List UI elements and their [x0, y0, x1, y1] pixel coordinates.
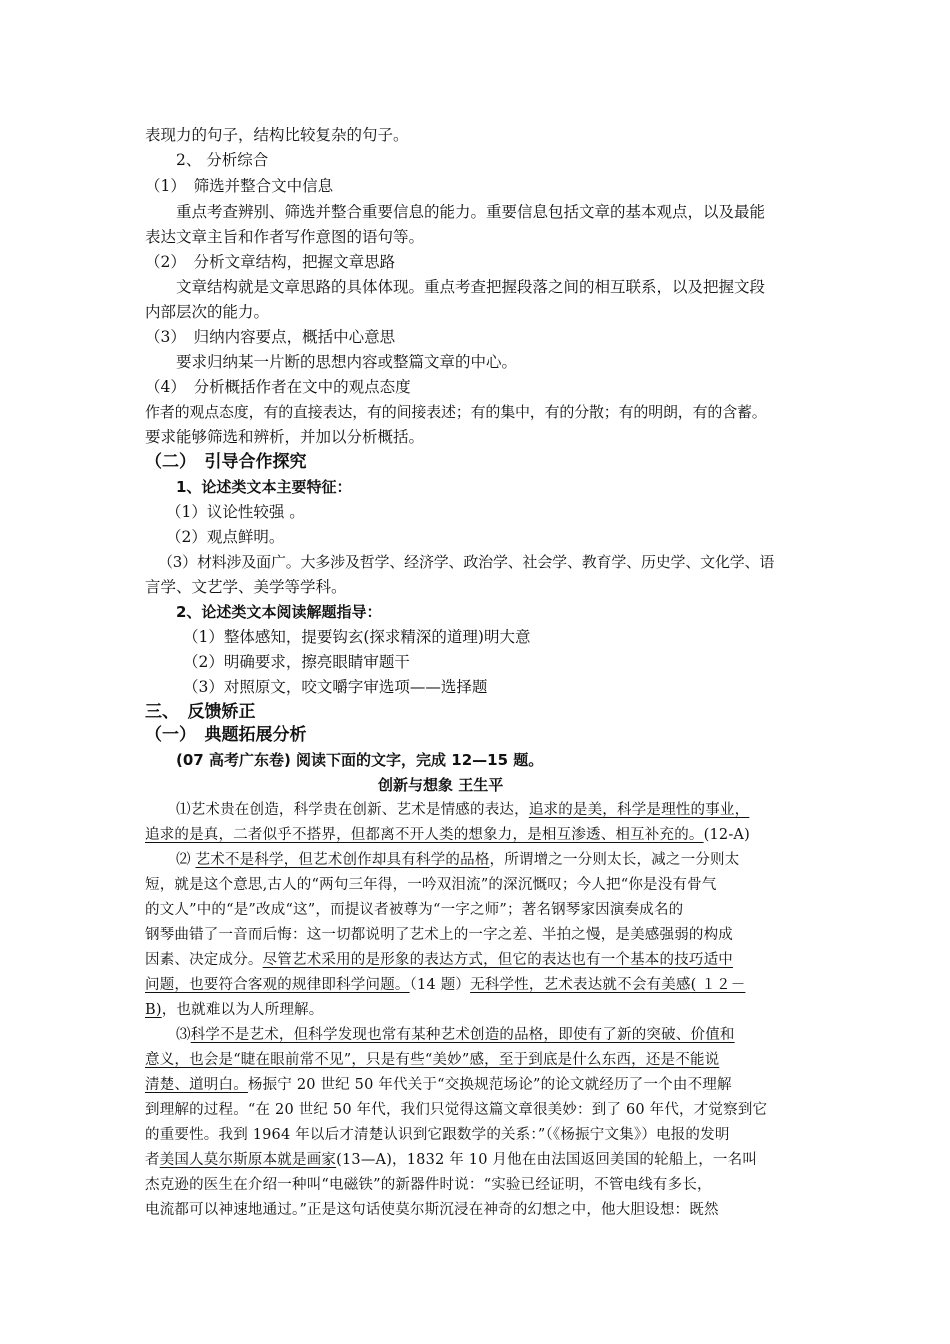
subheading: （2） 分析文章结构，把握文章思路: [145, 253, 396, 271]
subheading: （3） 归纳内容要点，概括中心意思: [145, 328, 396, 346]
underlined-text: 美国人莫尔斯原本就是画家: [159, 1152, 337, 1168]
article-line: [176, 799, 749, 821]
article-text: ，也就难以为人所理解。: [161, 1002, 324, 1018]
list-item: （2）明确要求，擦亮眼睛审题干: [183, 653, 410, 671]
exercise-intro: (07 高考广东卷) 阅读下面的文字，完成 12—15 题。: [176, 751, 544, 769]
article-line: [145, 1149, 757, 1171]
underlined-text: 追求的是真，二者似乎不搭界，但都离不开人类的想象力，是相互渗透、相互补充的。: [145, 827, 704, 843]
article-line: 杰克逊的医生在介绍一种叫“电磁铁”的新器件时说：“实验已经证明，不管电线有多长，: [145, 1177, 712, 1193]
article-line: [176, 849, 739, 871]
article-line: 的重要性。我到 1964 年以后才清楚认识到它跟数学的关系：”（《杨振宁文集》）电报的发明: [145, 1127, 730, 1143]
body-line: 重点考查辨别、筛选并整合重要信息的能力。重要信息包括文章的基本观点，以及最能: [176, 203, 766, 221]
body-line: 作者的观点态度，有的直接表达，有的间接表述；有的集中，有的分散；有的明朗，有的含蓄。: [145, 403, 767, 421]
list-item: （1）整体感知，提要钩玄(探求精深的道理)明大意: [183, 628, 531, 646]
list-item: （3）对照原文，咬文嚼字审选项——选择题: [183, 678, 488, 696]
list-item: 言学、文艺学、美学等学科。: [145, 578, 347, 596]
article-text: 者: [145, 1152, 160, 1168]
article-line: 短，就是这个意思,古人的“两句三年得，一吟双泪流”的深沉慨叹；今人把“你是没有骨气: [145, 877, 717, 893]
underlined-text: 追求的是美，科学是理性的事业，: [528, 802, 750, 818]
list-item: （2）观点鲜明。: [166, 528, 285, 546]
underlined-text: 艺术不是科学，但艺术创作却具有科学的品格: [195, 852, 490, 868]
article-text: ，所谓增之一分则太长，减之一分则太: [489, 852, 740, 868]
question-ref: ( １２－: [690, 977, 746, 993]
article-line: 的文人”中的“是”改成“这”，而提议者被尊为“一字之师”；著名钢琴家因演奏成名的: [145, 902, 684, 918]
subheading: （4） 分析概括作者在文中的观点态度: [145, 378, 411, 396]
question-ref: B): [145, 1002, 162, 1018]
body-line: 要求归纳某一片断的思想内容或整篇文章的中心。: [176, 353, 518, 371]
article-line: 意义，也会是“睫在眼前常不见”，只是有些“美妙”感，至于到底是什么东西，还是不能说: [145, 1052, 720, 1068]
section-subheading: （一） 典题拓展分析: [145, 725, 307, 745]
article-line: 到理解的过程。“在 20 世纪 50 年代，我们只觉得这篇文章很美妙：到了 60 年代，才觉察到它: [145, 1102, 768, 1118]
article-text: 因素、决定成分。: [145, 952, 263, 968]
article-text: ⑶: [176, 1027, 191, 1043]
body-line: 要求能够筛选和辨析，并加以分析概括。: [145, 428, 425, 446]
body-line: 表现力的句子，结构比较复杂的句子。: [145, 126, 409, 144]
list-item: （1）议论性较强 。: [166, 503, 305, 521]
article-text: ⑴艺术贵在创造，科学贵在创新、艺术是情感的表达，: [176, 802, 529, 818]
article-line: [145, 949, 733, 971]
list-item: （3）材料涉及面广。大多涉及哲学、经济学、政治学、社会学、教育学、历史学、文化学、语: [158, 553, 775, 571]
article-line: [145, 824, 750, 846]
article-title: 创新与想象 王生平: [378, 776, 504, 794]
section-heading: 三、 反馈矫正: [145, 702, 256, 722]
body-line: 表达文章主旨和作者写作意图的语句等。: [145, 228, 425, 246]
body-line: 文章结构就是文章思路的具体体现。重点考查把握段落之间的相互联系，以及把握文段: [176, 278, 766, 296]
bold-subheading: 2、论述类文本阅读解题指导：: [176, 603, 382, 621]
article-text: 杨振宁 20 世纪 50 年代关于“交换规范场论”的论文就经历了一个由不理解: [247, 1077, 732, 1093]
article-line: [145, 974, 745, 996]
section-heading: （二） 引导合作探究: [145, 452, 307, 472]
article-line: 钢琴曲错了一音而后悔：这一切都说明了艺术上的一字之差、半拍之慢，是美感强弱的构成: [145, 927, 733, 943]
article-line: [176, 1024, 735, 1046]
underlined-text: 科学不是艺术，但科学发现也常有某种艺术创造的品格，即使有了新的突破、价值和: [190, 1027, 735, 1043]
question-ref: (12-A): [703, 827, 750, 843]
underlined-text: 清楚、道明白。: [145, 1077, 248, 1093]
body-line: 内部层次的能力。: [145, 303, 270, 321]
article-line: [145, 999, 323, 1021]
article-line: 电流都可以神速地通过。”正是这句话使莫尔斯沉浸在神奇的幻想之中，他大胆设想：既然: [145, 1202, 719, 1218]
bold-subheading: 1、论述类文本主要特征：: [176, 478, 352, 496]
numbered-heading: 2、 分析综合: [176, 151, 269, 169]
underlined-text: 问题，也要符合客观的规律即科学问题。: [145, 977, 410, 993]
subheading: （1） 筛选并整合文中信息: [145, 177, 334, 195]
question-ref: （14 题）: [409, 977, 471, 993]
article-text: ⑵: [176, 852, 196, 868]
article-line: [145, 1074, 732, 1096]
underlined-text: 尽管艺术采用的是形象的表达方式，但它的表达也有一个基本的技巧适中: [262, 952, 734, 968]
article-text: (13—A)，1832 年 10 月他在由法国返回美国的轮船上，一名叫: [336, 1152, 758, 1168]
underlined-text: 无科学性，艺术表达就不会有美感: [470, 977, 691, 993]
